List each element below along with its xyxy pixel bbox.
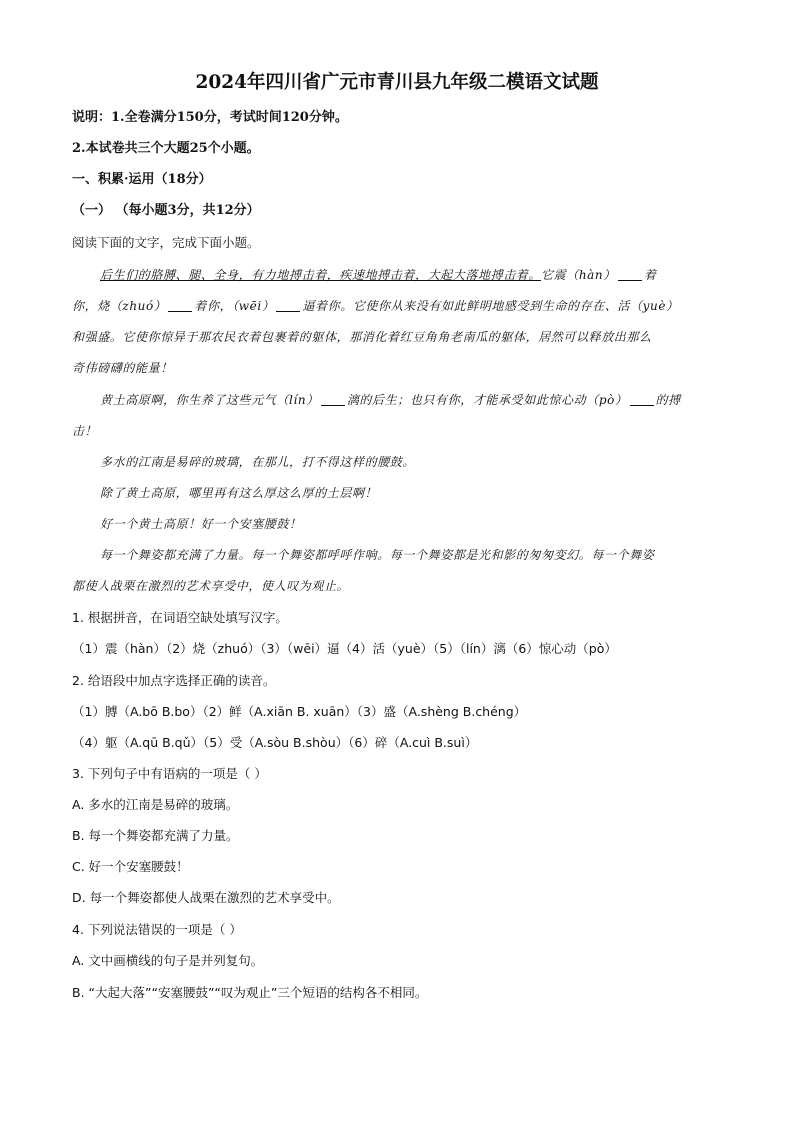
passage-line: 都使人战栗在激烈的艺术享受中，使人叹为观止。	[72, 579, 350, 593]
answer-blank	[168, 299, 192, 312]
notes-line-1: 说明：1.全卷满分150分，考试时间120分钟。	[72, 110, 348, 125]
question-3-option-a: A. 多水的江南是易碎的玻璃。	[72, 797, 239, 812]
question-2-row-1: （1）膊（A.bō B.bo）（2）鲜（A.xiān B. xuān）（3）盛（A.shèng B.chéng）	[72, 704, 527, 719]
part-1-heading: （一） （每小题3分，共12分）	[72, 203, 260, 218]
passage-line: 多水的江南是易碎的玻璃，在那儿，打不得这样的腰鼓。	[100, 455, 416, 469]
question-2-row-2: （4）躯（A.qū B.qǔ）（5）受（A.sòu B.shòu）（6）碎（A.cuì B.suì）	[72, 735, 478, 750]
reading-instruction: 阅读下面的文字，完成下面小题。	[72, 235, 260, 250]
question-2-stem: 2. 给语段中加点字选择正确的读音。	[72, 673, 276, 688]
answer-blank	[321, 393, 345, 406]
question-4-option-b: B. “大起大落”“安塞腰鼓”“叹为观止”三个短语的结构各不相同。	[72, 985, 428, 1000]
page-title: 2024年四川省广元市青川县九年级二模语文试题	[195, 72, 599, 93]
question-3-option-b: B. 每一个舞姿都充满了力量。	[72, 828, 239, 843]
passage-line: 和强盛。它使你惊异于那农民衣着包裹着的躯体，那消化着红豆角角老南瓜的躯体，居然可以释放出那么	[72, 330, 652, 344]
question-3-option-c: C. 好一个安塞腰鼓！	[72, 859, 189, 874]
answer-blank	[276, 299, 300, 312]
answer-blank	[630, 393, 654, 406]
passage-line: 除了黄土高原，哪里再有这么厚这么厚的土层啊！	[100, 486, 378, 500]
question-1-items: （1）震（hàn）（2）烧（zhuó）（3）（wēi）逼（4）活（yuè）（5）（lín）漓（6）惊心动（pò）	[72, 641, 617, 656]
question-1-stem: 1. 根据拼音，在词语空缺处填写汉字。	[72, 610, 288, 625]
passage-line: 黄土高原啊，你生养了这些元气（lín） 漓的后生；也只有你，才能承受如此惊心动（pò） 的搏	[100, 393, 681, 407]
passage-line: 每一个舞姿都充满了力量。每一个舞姿都呼呼作响。每一个舞姿都是光和影的匆匆变幻。每一个舞姿	[100, 548, 655, 562]
question-3-option-d: D. 每一个舞姿都使人战栗在激烈的艺术享受中。	[72, 890, 340, 905]
underlined-sentence: 后生们的胳膊、腿、全身，有力地搏击着，疾速地搏击着，大起大落地搏击着。	[100, 268, 542, 282]
passage-line: 好一个黄土高原！好一个安塞腰鼓！	[100, 517, 302, 531]
question-3-stem: 3. 下列句子中有语病的一项是（ ）	[72, 766, 267, 781]
answer-blank	[618, 268, 642, 281]
question-4-stem: 4. 下列说法错误的一项是（ ）	[72, 922, 242, 937]
section-1-heading: 一、积累·运用（18分）	[72, 172, 212, 187]
passage-line: 你，烧（zhuó） 着你，（wēi） 逼着你。它使你从来没有如此鲜明地感受到生命的存在、活（yuè）	[72, 299, 679, 313]
question-4-option-a: A. 文中画横线的句子是并列复句。	[72, 953, 264, 968]
passage-line: 后生们的胳膊、腿、全身，有力地搏击着，疾速地搏击着，大起大落地搏击着。它震（hàn） 着	[100, 268, 657, 282]
passage-line: 击！	[72, 424, 98, 438]
notes-line-2: 2.本试卷共三个大题25个小题。	[72, 141, 260, 156]
passage-line: 奇伟磅礴的能量！	[72, 361, 173, 375]
